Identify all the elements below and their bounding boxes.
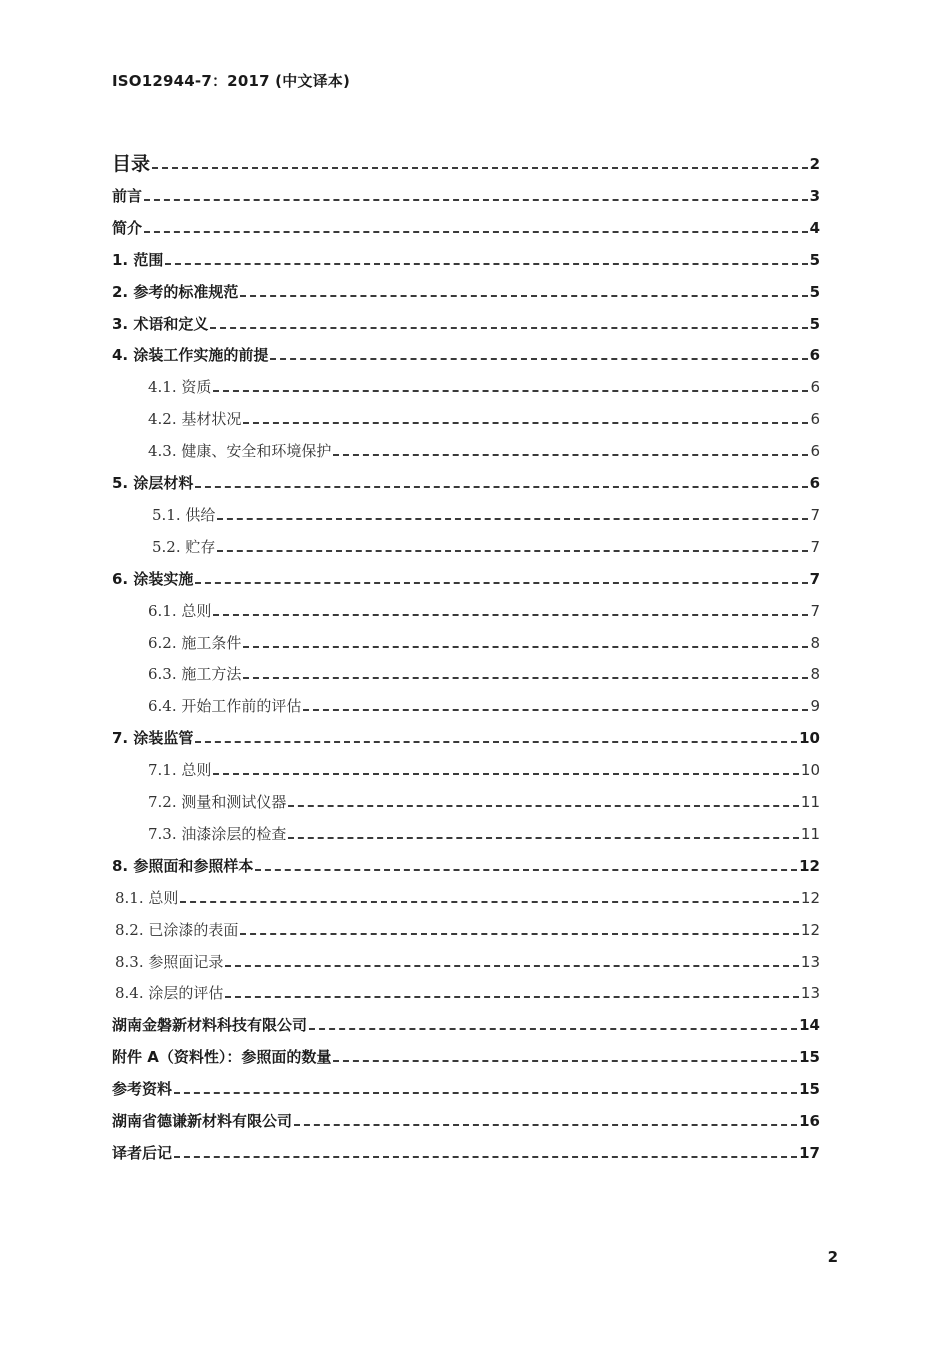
toc-dot-leader (288, 837, 799, 839)
toc-dot-leader (309, 1028, 797, 1030)
toc-entry[interactable] (152, 533, 820, 557)
toc-entry-page: 5 (809, 282, 820, 301)
toc-entry[interactable] (115, 948, 820, 972)
toc-entry-label: 湖南金磐新材料科技有限公司 (112, 1016, 308, 1035)
toc-dot-leader (225, 965, 799, 967)
toc-dot-leader (152, 167, 808, 169)
page-number: 2 (827, 1248, 838, 1266)
toc-entry-label: 4.3. 健康、安全和环境保护 (148, 442, 332, 461)
toc-dot-leader (303, 709, 808, 711)
toc-entry-label: 7.2. 测量和测试仪器 (148, 793, 287, 811)
toc-entry-page: 7 (810, 505, 820, 524)
toc-entry-page: 6 (810, 378, 820, 397)
toc-dot-leader (144, 199, 808, 201)
toc-entry-page: 11 (800, 824, 820, 843)
toc-entry-page: 15 (799, 1048, 820, 1067)
toc-entry[interactable] (148, 373, 820, 397)
toc-entry[interactable] (152, 501, 820, 525)
toc-entry-label: 8. 参照面和参照样本 (112, 856, 254, 875)
toc-entry[interactable] (112, 182, 820, 206)
toc-dot-leader (240, 933, 799, 935)
toc-entry-label: 7. 涂装监管 (112, 729, 194, 748)
toc-entry-page: 6 (809, 346, 820, 365)
toc-entry-label: 湖南省德谦新材料有限公司 (112, 1112, 293, 1130)
toc-entry-label: 参考资料 (112, 1080, 173, 1099)
toc-entry-label: 7.1. 总则 (148, 761, 212, 780)
toc-entry-page: 9 (810, 697, 820, 716)
toc-entry-page: 6 (810, 442, 820, 461)
toc-dot-leader (243, 422, 808, 424)
toc-entry[interactable] (148, 756, 820, 780)
toc-entry[interactable] (148, 629, 820, 653)
toc-entry[interactable] (112, 852, 820, 876)
toc-dot-leader (180, 901, 799, 903)
toc-entry-page: 10 (799, 729, 820, 748)
toc-entry[interactable] (112, 310, 820, 334)
toc-entry-page: 3 (809, 186, 820, 205)
toc-dot-leader (333, 1060, 797, 1062)
document-header: ISO12944-7：2017 (中文译本) (112, 72, 351, 90)
toc-entry[interactable] (112, 565, 820, 589)
toc-entry-label: 5.1. 供给 (152, 505, 216, 524)
toc-entry-page: 17 (799, 1143, 820, 1162)
toc-dot-leader (243, 646, 808, 648)
toc-dot-leader (225, 996, 799, 998)
toc-entry-label: 4.2. 基材状况 (148, 410, 242, 429)
toc-entry-label: 前言 (112, 186, 143, 205)
toc-entry[interactable] (112, 469, 820, 493)
toc-entry-label: 4.1. 资质 (148, 378, 212, 397)
toc-entry-page: 16 (799, 1112, 820, 1130)
toc-dot-leader (210, 327, 807, 329)
toc-entry-page: 12 (800, 920, 820, 939)
toc-entry-page: 5 (809, 250, 820, 269)
toc-entry-label: 目录 (112, 153, 151, 175)
toc-entry-label: 6. 涂装实施 (112, 569, 194, 588)
toc-entry-label: 4. 涂装工作实施的前提 (112, 346, 269, 365)
toc-entry-label: 8.2. 已涂漆的表面 (115, 920, 239, 939)
toc-entry[interactable] (112, 214, 820, 238)
toc-entry[interactable] (115, 979, 820, 1003)
toc-dot-leader (333, 454, 808, 456)
toc-entry-label: 6.3. 施工方法 (148, 665, 242, 684)
toc-entry-label: 6.1. 总则 (148, 601, 212, 620)
toc-dot-leader (174, 1092, 797, 1094)
toc-entry-page: 8 (810, 665, 820, 684)
toc-entry[interactable] (112, 278, 820, 302)
toc-entry-page: 8 (810, 633, 820, 652)
toc-dot-leader (144, 231, 808, 233)
toc-entry[interactable] (115, 916, 820, 940)
toc-dot-leader (294, 1124, 797, 1126)
toc-dot-leader (213, 390, 808, 392)
toc-entry[interactable] (148, 405, 820, 429)
toc-entry[interactable] (112, 1043, 820, 1067)
toc-dot-leader (217, 518, 808, 520)
toc-dot-leader (217, 550, 808, 552)
toc-entry[interactable] (148, 597, 820, 621)
toc-entry-page: 13 (800, 984, 820, 1003)
toc-entry[interactable] (148, 692, 820, 716)
toc-entry-label: 3. 术语和定义 (112, 314, 209, 333)
toc-dot-leader (270, 358, 807, 360)
toc-entry-label: 8.4. 涂层的评估 (115, 984, 224, 1003)
toc-entry-page: 15 (799, 1080, 820, 1099)
toc-entry-label: 简介 (112, 218, 143, 237)
toc-entry[interactable] (148, 820, 820, 844)
toc-entry-page: 12 (800, 888, 820, 907)
toc-entry-page: 6 (809, 474, 820, 492)
toc-dot-leader (195, 486, 807, 488)
toc-entry[interactable] (112, 1011, 820, 1035)
toc-entry-page: 7 (809, 569, 820, 588)
toc-entry[interactable] (112, 1075, 820, 1099)
toc-entry-label: 2. 参考的标准规范 (112, 282, 239, 301)
toc-entry-page: 10 (800, 761, 820, 780)
toc-entry-page: 5 (809, 314, 820, 333)
toc-entry-label: 1. 范围 (112, 250, 164, 269)
toc-dot-leader (243, 677, 808, 679)
toc-entry[interactable] (112, 1107, 820, 1131)
toc-entry-page: 11 (800, 793, 820, 811)
toc-entry[interactable] (115, 884, 820, 908)
toc-entry[interactable] (112, 246, 820, 270)
toc-entry-label: 8.3. 参照面记录 (115, 952, 224, 971)
toc-entry-page: 12 (799, 856, 820, 875)
toc-entry[interactable] (112, 724, 820, 748)
toc-entry[interactable] (112, 341, 820, 365)
toc-entry[interactable] (112, 1139, 820, 1163)
toc-entry-page: 13 (800, 952, 820, 971)
toc-entry-label: 6.4. 开始工作前的评估 (148, 697, 302, 716)
toc-dot-leader (174, 1156, 797, 1158)
toc-entry-page: 7 (810, 601, 820, 620)
toc-dot-leader (165, 263, 807, 265)
toc-entry[interactable] (148, 437, 820, 461)
toc-dot-leader (213, 614, 808, 616)
toc-dot-leader (255, 869, 797, 871)
toc-entry-label: 5. 涂层材料 (112, 474, 194, 492)
toc-entry-page: 2 (809, 155, 820, 173)
toc-entry-label: 6.2. 施工条件 (148, 633, 242, 652)
toc-entry[interactable] (112, 150, 820, 174)
toc-dot-leader (240, 295, 807, 297)
toc-entry-page: 4 (809, 218, 820, 237)
toc-dot-leader (288, 805, 799, 807)
toc-entry[interactable] (148, 660, 820, 684)
toc-entry-label: 附件 A（资料性）：参照面的数量 (112, 1048, 332, 1067)
toc-dot-leader (195, 582, 807, 584)
toc-entry-label: 5.2. 贮存 (152, 537, 216, 556)
toc-entry-page: 14 (799, 1016, 820, 1035)
toc-entry-page: 7 (810, 537, 820, 556)
toc-dot-leader (195, 741, 797, 743)
toc-entry-page: 6 (810, 410, 820, 429)
toc-entry-label: 7.3. 油漆涂层的检查 (148, 824, 287, 843)
toc-entry-label: 8.1. 总则 (115, 888, 179, 907)
toc-entry[interactable] (148, 788, 820, 812)
toc-entry-label: 译者后记 (112, 1143, 173, 1162)
toc-dot-leader (213, 773, 799, 775)
